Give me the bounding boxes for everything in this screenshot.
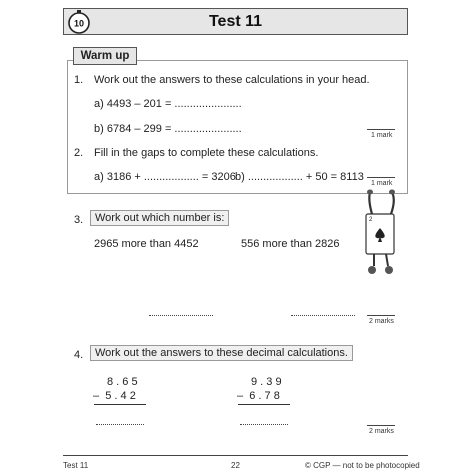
mark-line <box>367 315 395 316</box>
mark-label-q3: 2 marks <box>369 318 394 325</box>
question-4-text: Work out the answers to these decimal calculations. <box>90 345 353 361</box>
mark-line <box>367 177 395 178</box>
calc-1-bottom: – 5 . 4 2 <box>93 390 136 402</box>
mark-label-q2: 1 mark <box>371 180 393 187</box>
question-4-number: 4. <box>74 349 84 361</box>
card-corner: 2 <box>369 217 373 223</box>
mark-label-q1: 1 mark <box>371 132 393 139</box>
footer-copyright: © CGP — not to be photocopied <box>305 461 420 470</box>
timer-number: 10 <box>73 18 85 29</box>
question-1-number: 1. <box>74 74 84 86</box>
warmup-tab: Warm up <box>73 47 137 65</box>
mark-line <box>367 129 395 130</box>
footer-left: Test 11 <box>63 461 89 470</box>
mark-line <box>367 425 395 426</box>
question-3-number: 3. <box>74 214 84 226</box>
answer-line[interactable] <box>291 314 355 316</box>
question-1a[interactable]: a) 4493 – 201 = ...................... <box>94 98 242 110</box>
question-1b[interactable]: b) 6784 – 299 = ...................... <box>94 123 242 135</box>
question-2-number: 2. <box>74 147 84 159</box>
calc-1-top: 8 . 6 5 <box>107 376 138 388</box>
question-2-text: Fill in the gaps to complete these calculations. <box>94 147 319 159</box>
mark-label-q4: 2 marks <box>369 428 394 435</box>
playing-card-character-illustration <box>356 188 408 280</box>
page-number: 22 <box>231 461 240 470</box>
calc-rule <box>94 404 146 405</box>
answer-line[interactable] <box>96 423 144 425</box>
calc-2-bottom: – 6 . 7 8 <box>237 390 280 402</box>
question-1-text: Work out the answers to these calculations in your head. <box>94 74 370 86</box>
question-2b[interactable]: b) .................. + 50 = 8113 <box>235 171 364 183</box>
answer-line[interactable] <box>240 423 288 425</box>
question-3-right: 556 more than 2826 <box>241 238 340 250</box>
answer-line[interactable] <box>149 314 213 316</box>
question-2a[interactable]: a) 3186 + .................. = 3206 <box>94 171 236 183</box>
question-3-left: 2965 more than 4452 <box>94 238 199 250</box>
page-title: Test 11 <box>208 13 263 30</box>
calc-2-top: 9 . 3 9 <box>251 376 282 388</box>
question-3-text: Work out which number is: <box>90 210 229 226</box>
footer-rule <box>63 455 408 456</box>
calc-rule <box>238 404 290 405</box>
